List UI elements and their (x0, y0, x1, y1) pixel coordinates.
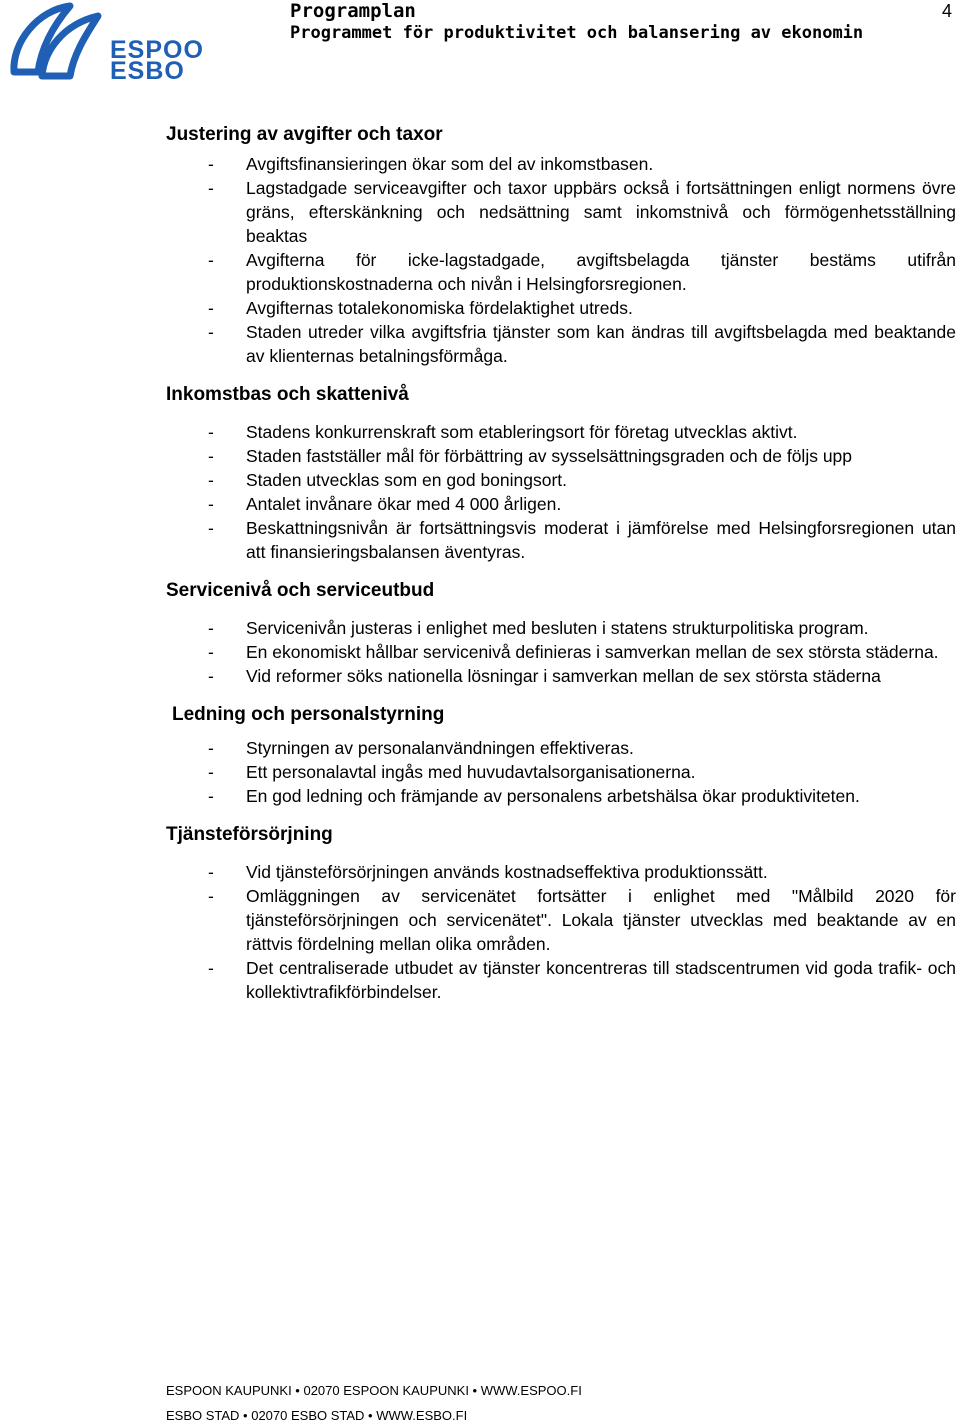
bullet-list (166, 860, 956, 1004)
section-heading: Inkomstbas och skattenivå (166, 384, 409, 405)
footer-swedish: ESBO STAD • 02070 ESBO STAD • WWW.ESBO.FI (166, 1408, 468, 1423)
bullet-list (166, 736, 956, 808)
footer-finnish: ESPOON KAUPUNKI • 02070 ESPOON KAUPUNKI • WWW.ESPOO.FI (166, 1383, 582, 1398)
list-item: - Avgiftsfinansieringen ökar som del av inkomstbasen. (208, 154, 654, 174)
list-item: - Avgifterna för icke-lagstadgade, avgiftsbelagda tjänster bestäms utifrån produktionskostnaderna och nivån i Helsingforsregionen. (208, 250, 956, 294)
list-item: - Staden utreder vilka avgiftsfria tjänster som kan ändras till avgiftsbelagda med beaktande av klienternas betalningsförmåga. (208, 322, 956, 366)
section-serviceniva (166, 578, 956, 688)
list-item: - Vid reformer söks nationella lösningar i samverkan mellan de sex största städerna (208, 666, 881, 686)
logo-waves-icon (8, 2, 108, 84)
list-item: - Ett personalavtal ingås med huvudavtalsorganisationerna. (208, 762, 696, 782)
section-heading: Servicenivå och serviceutbud (166, 580, 435, 601)
list-item: - En ekonomiskt hållbar servicenivå definieras i samverkan mellan de sex största städerna. (208, 642, 939, 662)
list-item: - Vid tjänsteförsörjningen används kostnadseffektiva produktionssätt. (208, 862, 768, 882)
logo-text-esbo: ESBO (110, 57, 185, 85)
section-tjanstefor (166, 822, 956, 1004)
bullet-list (166, 616, 956, 688)
logo-text-espoo: ESPOO (110, 36, 204, 64)
section-heading: Justering av avgifter och taxor (166, 124, 443, 145)
document-body (166, 122, 956, 1004)
list-item: - Staden fastställer mål för förbättring av sysselsättningsgraden och de följs upp (208, 446, 853, 466)
list-item: - Styrningen av personalanvändningen effektiveras. (208, 738, 634, 758)
list-item: - Beskattningsnivån är fortsättningsvis moderat i jämförelse med Helsingforsregionen utan att finansieringsbalansen äventyras. (208, 518, 956, 562)
section-justering (166, 122, 956, 368)
list-item: - Avgifternas totalekonomiska fördelaktighet utreds. (208, 298, 633, 318)
list-item: - Antalet invånare ökar med 4 000 årligen. (208, 494, 562, 514)
bullet-list (166, 420, 956, 564)
bullet-list (166, 152, 956, 368)
document-subtitle: Programmet för produktivitet och balansering av ekonomin (290, 23, 864, 43)
section-heading: Ledning och personalstyrning (172, 704, 445, 725)
section-inkomstbas (166, 382, 956, 564)
section-ledning (166, 702, 956, 808)
page-number: 4 (941, 1, 952, 21)
list-item: - Lagstadgade serviceavgifter och taxor uppbärs också i fortsättningen enligt normens övre gräns, efterskänkning och nedsättning samt inkomstnivå och förmögenhetsställning beaktas (208, 178, 956, 246)
list-item: - Servicenivån justeras i enlighet med besluten i statens strukturpolitiska program. (208, 618, 869, 638)
list-item: - Det centraliserade utbudet av tjänster koncentreras till stadscentrumen vid goda trafik- och kollektivtrafikförbindelser. (208, 958, 956, 1002)
document-title: Programplan (290, 0, 416, 22)
espoo-esbo-logo (8, 2, 204, 85)
section-heading: Tjänsteförsörjning (166, 824, 333, 845)
list-item: - Stadens konkurrenskraft som etableringsort för företag utvecklas aktivt. (208, 422, 798, 442)
list-item: - Staden utvecklas som en god boningsort. (208, 470, 568, 490)
list-item: - En god ledning och främjande av personalens arbetshälsa ökar produktiviteten. (208, 786, 860, 806)
list-item: - Omläggningen av servicenätet fortsätter i enlighet med "Målbild 2020 för tjänsteförsörjningen och servicenätet". Lokala tjänster utvecklas med beaktande av en rättvis fördelning mellan olika områden. (208, 886, 956, 954)
